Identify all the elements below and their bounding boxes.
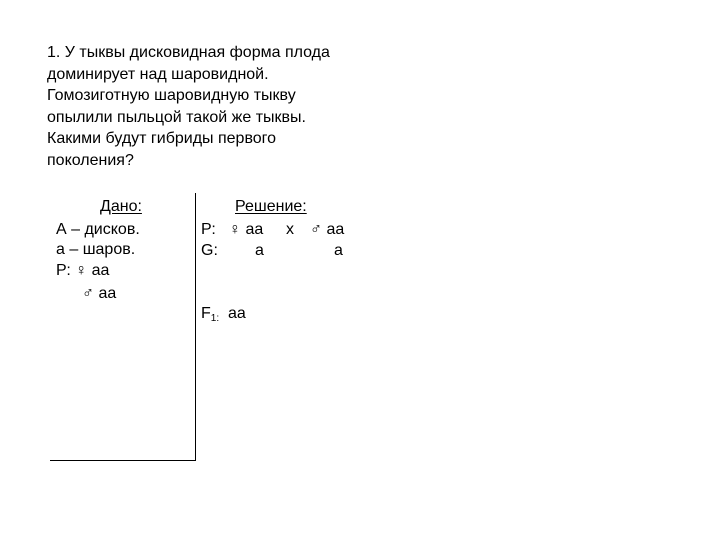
given-row-parent-female: Р: ♀ аа [56,262,110,279]
f1-row [201,304,246,324]
problem-line: опылили пыльцой такой же тыквы. [47,108,306,126]
given-row-parent-male: ♂ аа [82,285,117,302]
parent-female: ♀ аа [229,221,264,238]
problem-line: 1. У тыквы дисковидная форма плода [47,44,330,61]
f1-subscript: 1: [210,313,220,324]
problem-line: Гомозиготную шаровидную тыкву [47,87,296,104]
bottom-rule [50,460,196,461]
gametes-label: G: [201,242,218,259]
problem-line: Какими будут гибриды первого [47,130,277,147]
given-row-recessive: а – шаров. [56,241,136,258]
given-row-dominant: А – дисков. [56,221,140,238]
parents-label: Р: [201,221,216,238]
given-header: Дано: [100,198,142,215]
f1-label: F [201,305,211,322]
problem-line: доминирует над шаровидной. [47,65,269,83]
cross-sign: х [286,221,294,238]
parent-male: ♂ аа [310,221,345,238]
problem-statement [47,42,407,171]
solution-header: Решение: [235,198,307,215]
gamete-female: а [255,242,264,259]
gamete-male: а [334,242,343,259]
problem-line: поколения? [47,151,134,169]
column-divider [195,193,196,461]
f1-genotype: аа [228,305,246,322]
